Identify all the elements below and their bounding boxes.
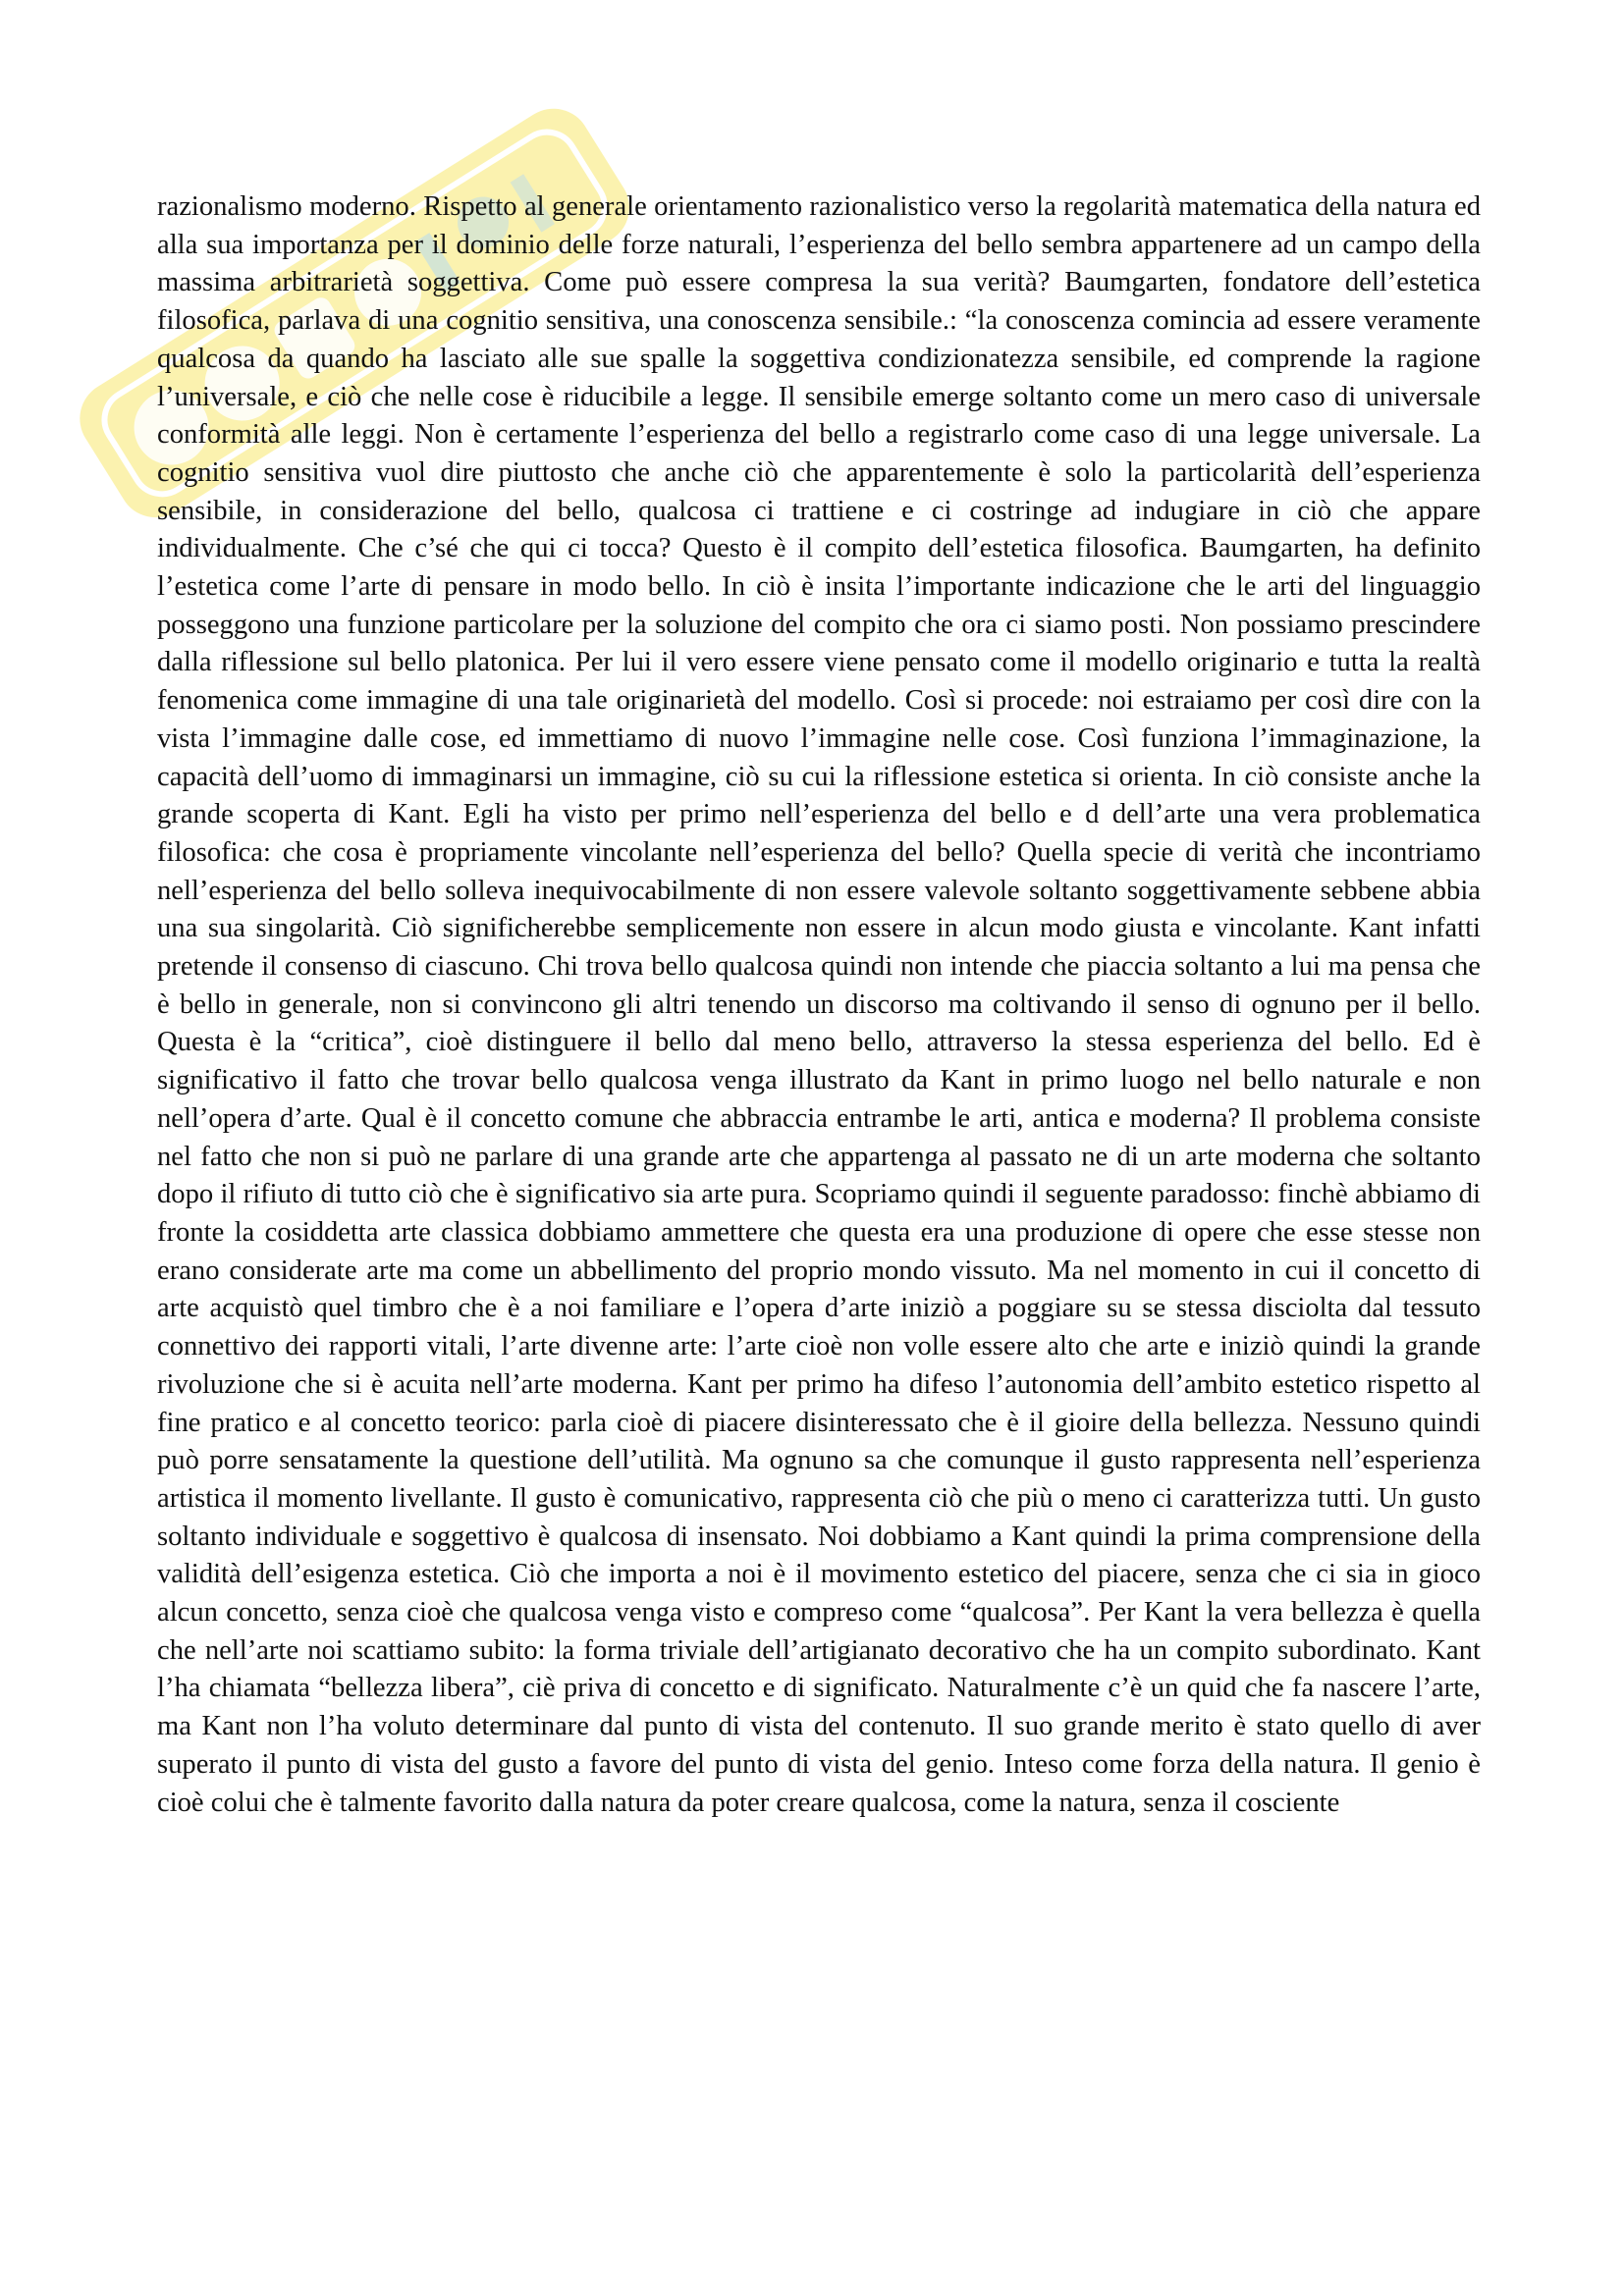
body-text-block bbox=[157, 188, 1481, 1822]
body-paragraph: razionalismo moderno. Rispetto al generale orientamento razionalistico verso la regolarità matematica della natura ed alla sua importanza per il dominio delle forze naturali, l’esperienza del bello sembra appartenere ad un campo della massima arbitrarietà soggettiva. Come può essere compresa la sua verità? Baumgarten, fondatore dell’estetica filosofica, parlava di una cognitio sensitiva, una conoscenza sensibile.: “la conoscenza comincia ad essere veramente qualcosa da quando ha lasciato alle sue spalle la soggettiva condizionatezza sensibile, ed comprende la ragione l’universale, e ciò che nelle cose è riducibile a legge. Il sensibile emerge soltanto come un mero caso di universale conformità alle leggi. Non è certamente l’esperienza del bello a registrarlo come caso di una legge universale. La cognitio sensitiva vuol dire piuttosto che anche ciò che apparentemente è solo la particolarità dell’esperienza sensibile, in considerazione del bello, qualcosa ci trattiene e ci costringe ad indugiare in ciò che appare individualmente. Che c’sé che qui ci tocca? Questo è il compito dell’estetica filosofica. Baumgarten, ha definito l’estetica come l’arte di pensare in modo bello. In ciò è insita l’importante indicazione che le arti del linguaggio posseggono una funzione particolare per la soluzione del compito che ora ci siamo posti. Non possiamo prescindere dalla riflessione sul bello platonica. Per lui il vero essere viene pensato come il modello originario e tutta la realtà fenomenica come immagine di una tale originarietà del modello. Così si procede: noi estraiamo per così dire con la vista l’immagine dalle cose, ed immettiamo di nuovo l’immagine nelle cose. Così funziona l’immaginazione, la capacità dell’uomo di immaginarsi un immagine, ciò su cui la riflessione estetica si orienta. In ciò consiste anche la grande scoperta di Kant. Egli ha visto per primo nell’esperienza del bello e d dell’arte una vera problematica filosofica: che cosa è propriamente vincolante nell’esperienza del bello? Quella specie di verità che incontriamo nell’esperienza del bello solleva inequivocabilmente di non essere valevole soltanto soggettivamente sebbene abbia una sua singolarità. Ciò significherebbe semplicemente non essere in alcun modo giusta e vincolante. Kant infatti pretende il consenso di ciascuno. Chi trova bello qualcosa quindi non intende che piaccia soltanto a lui ma pensa che è bello in generale, non si convincono gli altri tenendo un discorso ma coltivando il senso di ognuno per il bello. Questa è la “critica”, cioè distinguere il bello dal meno bello, attraverso la stessa esperienza del bello. Ed è significativo il fatto che trovar bello qualcosa venga illustrato da Kant in primo luogo nel bello naturale e non nell’opera d’arte. Qual è il concetto comune che abbraccia entrambe le arti, antica e moderna? Il problema consiste nel fatto che non si può ne parlare di una grande arte che appartenga al passato ne di un arte moderna che soltanto dopo il rifiuto di tutto ciò che è significativo sia arte pura. Scopriamo quindi il seguente paradosso: finchè abbiamo di fronte la cosiddetta arte classica dobbiamo ammettere che questa era una produzione di opere che esse stesse non erano considerate arte ma come un abbellimento del proprio mondo vissuto. Ma nel momento in cui il concetto di arte acquistò quel timbro che è a noi familiare e l’opera d’arte iniziò a poggiare su se stessa disciolta dal tessuto connettivo dei rapporti vitali, l’arte divenne arte: l’arte cioè non volle essere alto che arte e iniziò quindi la grande rivoluzione che si è acuita nell’arte moderna. Kant per primo ha difeso l’autonomia dell’ambito estetico rispetto al fine pratico e al concetto teorico: parla cioè di piacere disinteressato che è il gioire della bellezza. Nessuno quindi può porre sensatamente la questione dell’utilità. Ma ognuno sa che comunque il gusto rappresenta nell’esperienza artistica il momento livellante. Il gusto è comunicativo, rappresenta ciò che più o meno ci caratterizza tutti. Un gusto soltanto individuale e soggettivo è qualcosa di insensato. Noi dobbiamo a Kant quindi la prima comprensione della validità dell’esigenza estetica. Ciò che importa a noi è il movimento estetico del piacere, senza che ci sia in gioco alcun concetto, senza cioè che qualcosa venga visto e compreso come “qualcosa”. Per Kant la vera bellezza è quella che nell’arte noi scattiamo subito: la forma triviale dell’artigianato decorativo che ha un compito subordinato. Kant l’ha chiamata “bellezza libera”, ciè priva di concetto e di significato. Naturalmente c’è un quid che fa nascere l’arte, ma Kant non l’ha voluto determinare dal punto di vista del contenuto. Il suo grande merito è stato quello di aver superato il punto di vista del gusto a favore del punto di vista del genio. Inteso come forza della natura. Il genio è cioè colui che è talmente favorito dalla natura da poter creare qualcosa, come la natura, senza il cosciente bbox=[157, 191, 1481, 1818]
